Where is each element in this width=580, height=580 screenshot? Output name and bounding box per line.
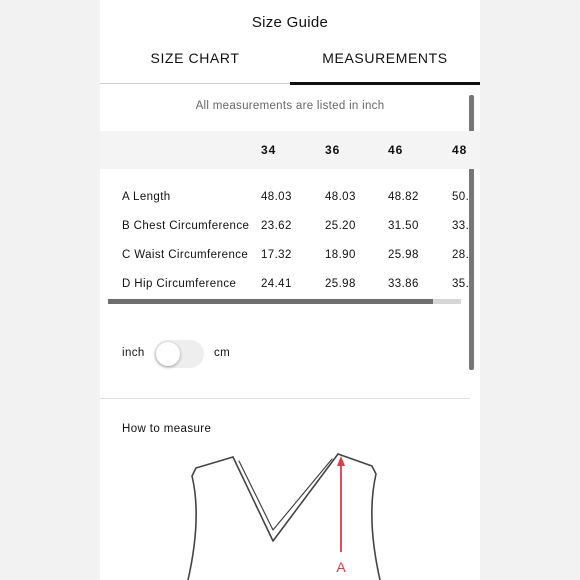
toggle-label-inch: inch: [122, 347, 145, 359]
table-cell: 33.: [452, 220, 470, 232]
table-cell: 33.86: [388, 278, 419, 290]
unit-note: All measurements are listed in inch: [195, 100, 385, 112]
table-cell: 31.50: [388, 220, 419, 232]
unit-toggle[interactable]: [154, 340, 204, 368]
table-cell: 28.: [452, 249, 470, 261]
column-header-48: 48: [452, 143, 468, 157]
table-cell: 18.90: [325, 249, 356, 261]
garment-neckline-inner: [239, 459, 332, 530]
table-cell: 25.98: [388, 249, 419, 261]
tab-bar: [100, 44, 480, 86]
table-cell: 50.: [452, 191, 470, 203]
garment-neckline: [233, 454, 338, 541]
garment-left-outline: [188, 457, 233, 580]
column-header-46: 46: [388, 143, 404, 157]
how-to-measure-title: How to measure: [122, 423, 212, 435]
row-label-waist: C Waist Circumference: [122, 249, 249, 261]
column-header-34: 34: [261, 143, 277, 157]
toggle-label-cm: cm: [214, 347, 231, 359]
measurement-diagram: [180, 448, 390, 580]
table-cell: 48.03: [325, 191, 356, 203]
length-marker: [336, 456, 346, 575]
length-marker-label: A: [336, 559, 346, 575]
table-cell: 25.98: [325, 278, 356, 290]
table-cell: 35.: [452, 278, 470, 290]
active-tab-indicator: [290, 82, 480, 85]
table-cell: 48.82: [388, 191, 419, 203]
table-cell: 17.32: [261, 249, 292, 261]
size-guide-panel: [100, 0, 480, 580]
tab-measurements[interactable]: MEASUREMENTS: [322, 50, 448, 66]
table-cell: 25.20: [325, 220, 356, 232]
table-cell: 48.03: [261, 191, 292, 203]
row-label-chest: B Chest Circumference: [122, 220, 250, 232]
toggle-knob[interactable]: [156, 342, 180, 366]
length-marker-arrowhead: [337, 456, 345, 466]
section-divider: [100, 398, 470, 399]
column-header-36: 36: [325, 143, 341, 157]
page-title: Size Guide: [251, 14, 329, 31]
table-cell: 24.41: [261, 278, 292, 290]
row-label-hip: D Hip Circumference: [122, 278, 237, 290]
horizontal-scrollbar-thumb[interactable]: [108, 299, 433, 304]
table-cell: 23.62: [261, 220, 292, 232]
row-label-length: A Length: [122, 191, 171, 203]
table-header-row: [100, 131, 480, 169]
tab-size-chart[interactable]: SIZE CHART: [150, 50, 240, 66]
